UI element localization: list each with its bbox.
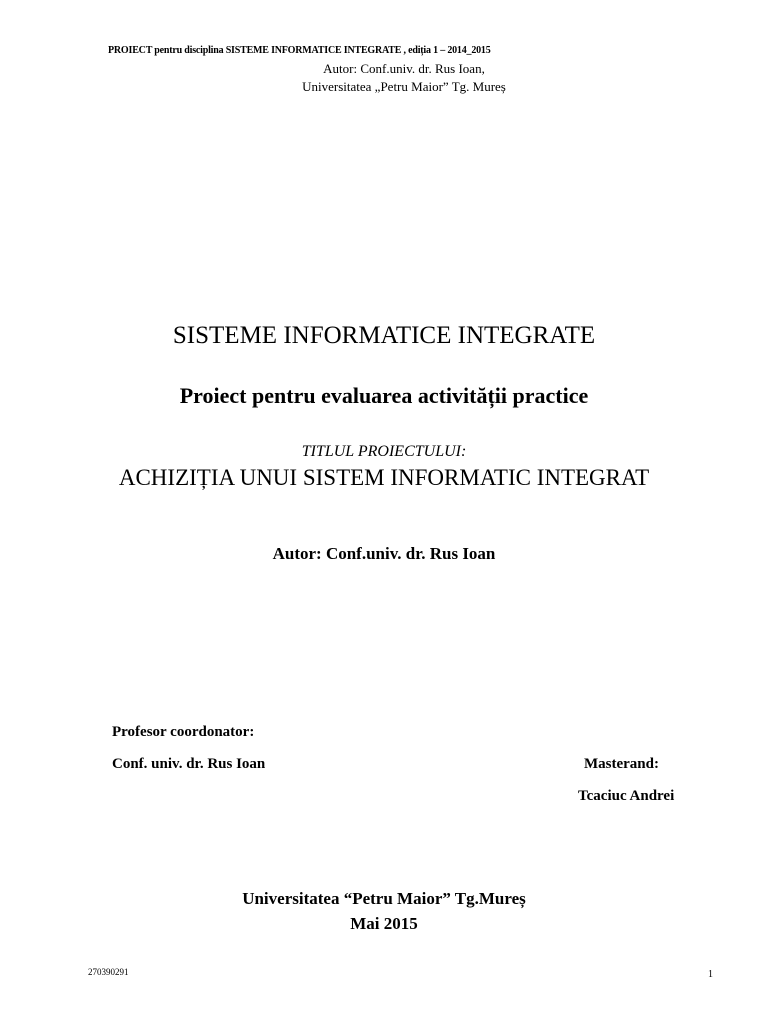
- professor-name: Conf. univ. dr. Rus Ioan: [112, 756, 266, 772]
- page-number: 1: [708, 969, 713, 980]
- project-title: ACHIZIȚIA UNUI SISTEM INFORMATIC INTEGRAT: [118, 465, 650, 490]
- student-label: Masterand:: [584, 756, 659, 772]
- document-id: 270390291: [88, 967, 129, 977]
- header-course-line: PROIECT pentru disciplina SISTEME INFORMATICE INTEGRATE , ediția 1 – 2014_2015: [108, 45, 491, 56]
- header-university-line: Universitatea „Petru Maior” Tg. Mureș: [302, 79, 506, 94]
- professor-label: Profesor coordonator:: [112, 724, 255, 740]
- subtitle: Proiect pentru evaluarea activității practice: [179, 383, 589, 408]
- main-title: SISTEME INFORMATICE INTEGRATE: [172, 322, 596, 349]
- footer-date: Mai 2015: [350, 914, 418, 933]
- header-author-line: Autor: Conf.univ. dr. Rus Ioan,: [323, 61, 485, 76]
- project-title-label: TITLUL PROIECTULUI:: [301, 443, 467, 460]
- student-name: Tcaciuc Andrei: [578, 788, 675, 804]
- footer-university: Universitatea “Petru Maior” Tg.Mureș: [242, 889, 526, 908]
- author-line: Autor: Conf.univ. dr. Rus Ioan: [272, 544, 496, 563]
